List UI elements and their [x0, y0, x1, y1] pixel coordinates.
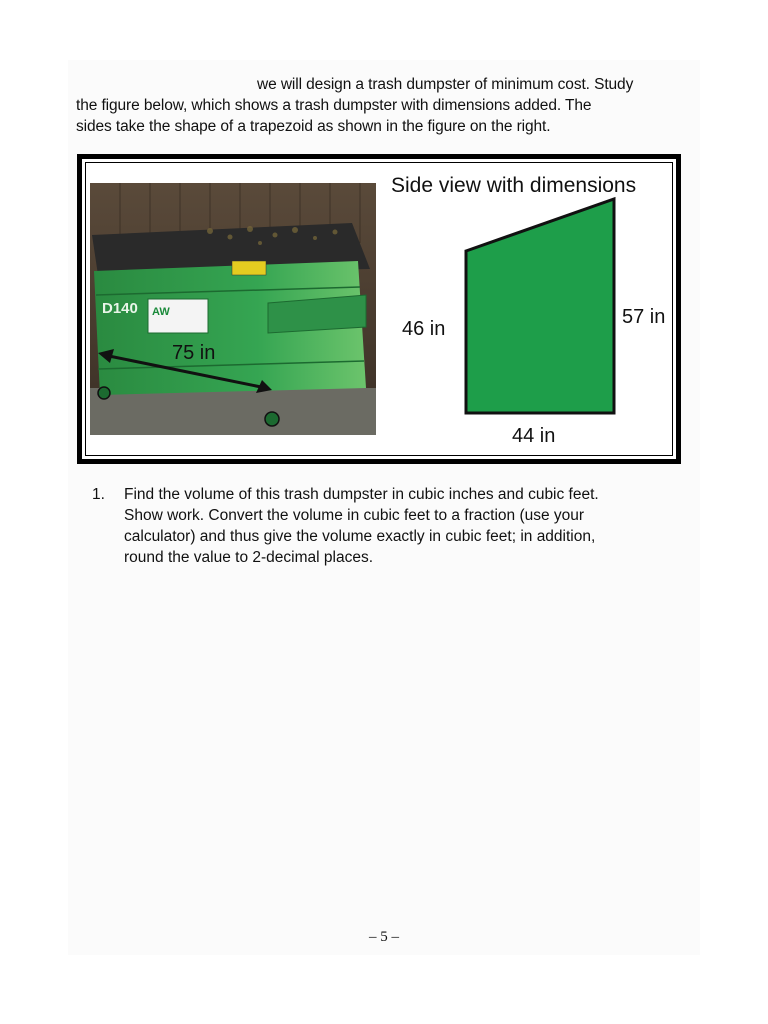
ground — [90, 388, 376, 435]
question-line-2: Show work. Convert the volume in cubic feet to a fraction (use your — [124, 507, 585, 524]
diagram-title: Side view with dimensions — [391, 174, 637, 197]
left-height-label: 46 in — [402, 318, 446, 340]
page-number: – 5 – — [369, 929, 399, 945]
question-number: 1. — [92, 486, 105, 503]
warning-sticker — [232, 261, 266, 275]
company-logo-text: AW — [152, 306, 170, 318]
wheel-front-icon — [98, 387, 110, 399]
dumpster-id-text: D140 — [102, 300, 138, 317]
question-line-3: calculator) and thus give the volume exactly in cubic feet; in addition, — [124, 528, 596, 545]
trapezoid-side — [466, 199, 614, 413]
dumpster-photo — [90, 183, 376, 435]
intro-line-2: the figure below, which shows a trash dumpster with dimensions added. The — [76, 97, 592, 114]
question-line-1: Find the volume of this trash dumpster in cubic inches and cubic feet. — [124, 486, 599, 503]
intro-paragraph — [76, 74, 676, 137]
wheel-rear-icon — [265, 412, 279, 426]
intro-line-1: we will design a trash dumpster of minimum cost. Study — [257, 76, 634, 93]
intro-line-3: sides take the shape of a trapezoid as shown in the figure on the right. — [76, 118, 551, 135]
length-label: 75 in — [172, 342, 216, 364]
dumpster-figure — [77, 154, 681, 464]
figure-inner-frame — [85, 162, 673, 456]
bottom-width-label: 44 in — [512, 425, 556, 447]
side-view-diagram — [376, 163, 678, 459]
right-height-label: 57 in — [622, 306, 666, 328]
question-line-4: round the value to 2-decimal places. — [124, 549, 374, 566]
question-text — [124, 484, 652, 568]
